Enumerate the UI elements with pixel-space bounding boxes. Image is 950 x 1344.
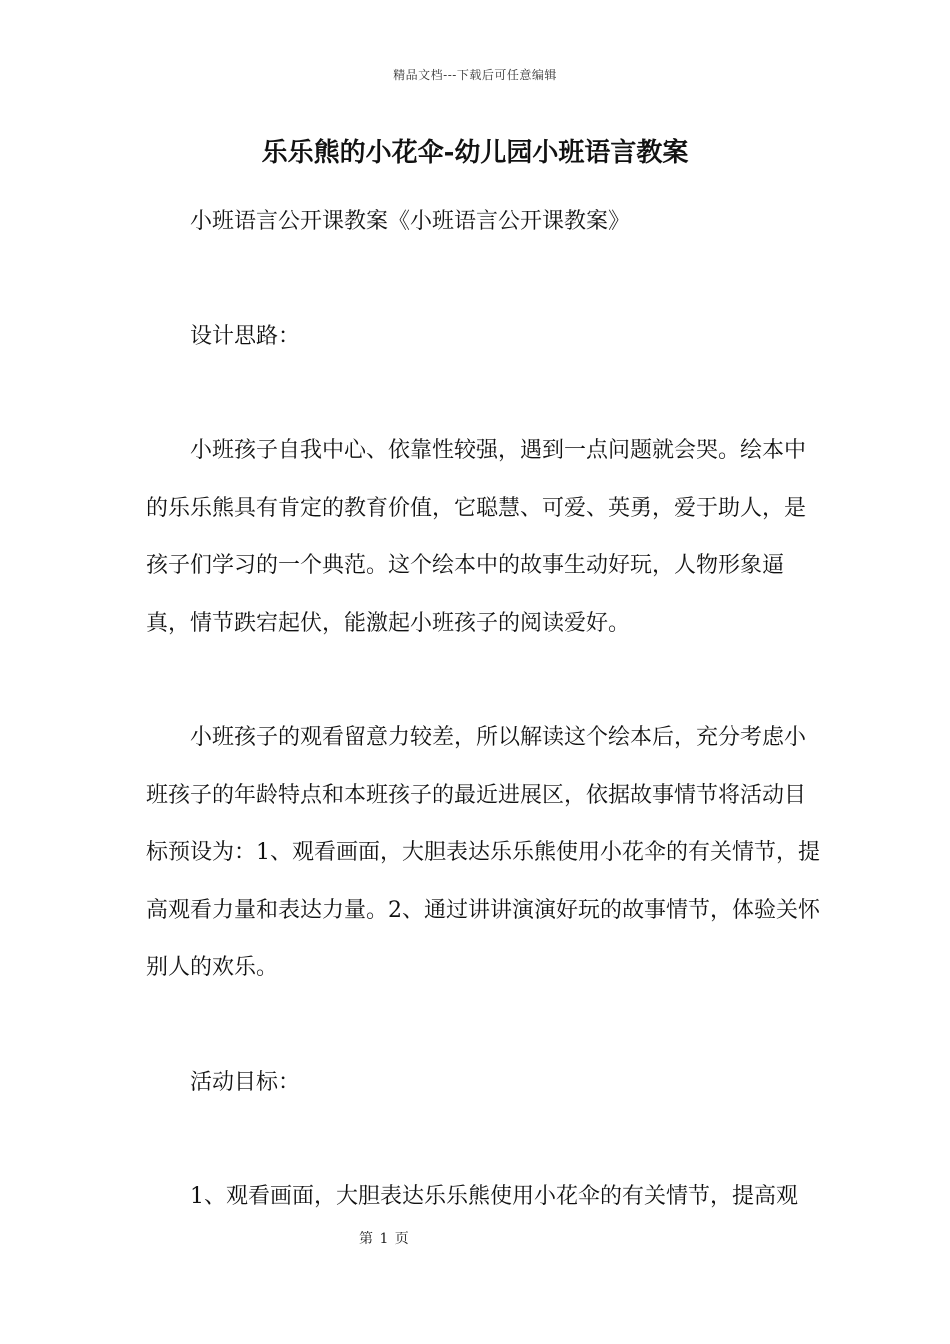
paragraph-design-1: 小班孩子自我中心、依靠性较强，遇到一点问题就会哭。绘本中的乐乐熊具有肯定的教育价值，它聪慧、可爱、英勇，爱于助人，是孩子们学习的一个典范。这个绘本中的故事生动好玩，人物形象逼真，情节跌宕起伏，能激起小班孩子的阅读爱好。 (146, 438, 807, 636)
section-heading-design: 设计思路： (190, 324, 301, 349)
document-title: 乐乐熊的小花伞-幼儿园小班语言教案 (261, 138, 689, 168)
page-number: 第 1 页 (359, 1231, 410, 1247)
paragraph-goal-1: 1、观看画面，大胆表达乐乐熊使用小花伞的有关情节，提高观 (190, 1184, 798, 1209)
header-note: 精品文档---下载后可任意编辑 (393, 68, 557, 82)
document-subtitle: 小班语言公开课教案《小班语言公开课教案》 (190, 209, 631, 234)
section-heading-goals: 活动目标： (190, 1070, 301, 1095)
paragraph-design-2: 小班孩子的观看留意力较差，所以解读这个绘本后，充分考虑小班孩子的年龄特点和本班孩子的最近进展区，依据故事情节将活动目标预设为：1、观看画面，大胆表达乐乐熊使用小花伞的有关情节，提高观看力量和表达力量。2、通过讲讲演演好玩的故事情节，体验关怀别人的欢乐。 (146, 725, 820, 980)
